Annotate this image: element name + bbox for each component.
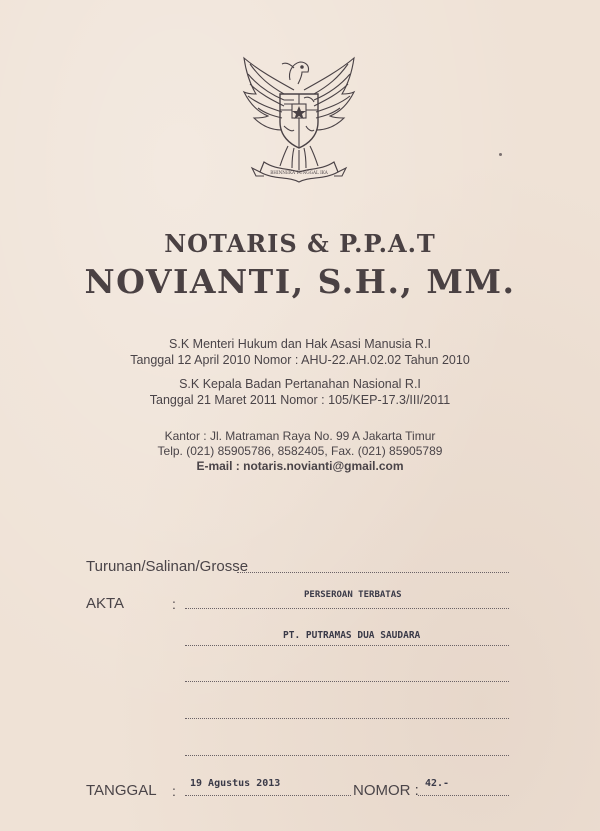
- akta-label: AKTA: [86, 595, 125, 612]
- notary-name: NOVIANTI, S.H., MM.: [84, 262, 516, 301]
- sk-bpn-line2: Tanggal 21 Maret 2011 Nomor : 105/KEP-17.3/III/2011: [149, 393, 451, 407]
- garuda-emblem-icon: [236, 50, 362, 185]
- tanggal-value: 19 Agustus 2013: [190, 778, 281, 789]
- office-address: Kantor : Jl. Matraman Raya No. 99 A Jakarta Timur: [164, 429, 436, 443]
- sk-ministry-line2: Tanggal 12 April 2010 Nomor : AHU-22.AH.02.02 Tahun 2010: [130, 353, 470, 367]
- tanggal-label: TANGGAL: [86, 782, 157, 799]
- akta-line-1: [185, 608, 509, 609]
- akta-value-line2: PT. PUTRAMAS DUA SAUDARA: [283, 630, 421, 641]
- sk-bpn-line1: S.K Kepala Badan Pertanahan Nasional R.I: [179, 377, 421, 391]
- copy-type-line: [237, 572, 509, 573]
- nomor-line: [418, 795, 509, 796]
- akta-line-3: [185, 681, 509, 682]
- nomor-value: 42.-: [425, 778, 450, 789]
- akta-line-5: [185, 755, 509, 756]
- office-phone: Telp. (021) 85905786, 8582405, Fax. (021) 85905789: [157, 444, 443, 458]
- office-email: E-mail : notaris.novianti@gmail.com: [196, 459, 404, 473]
- tanggal-line: [185, 795, 351, 796]
- nomor-label: NOMOR :: [353, 782, 419, 799]
- emblem-motto: BHINNEKA TUNGGAL IKA: [270, 170, 328, 175]
- copy-type-label: Turunan/Salinan/Grosse: [86, 558, 249, 575]
- paper-speck: [499, 153, 502, 156]
- akta-line-2: [185, 645, 509, 646]
- sk-ministry-line1: S.K Menteri Hukum dan Hak Asasi Manusia R.I: [169, 337, 431, 351]
- tanggal-colon: :: [172, 783, 176, 799]
- akta-value-line1: PERSEROAN TERBATAS: [304, 590, 402, 600]
- notary-title: NOTARIS & P.P.A.T: [164, 229, 436, 258]
- akta-line-4: [185, 718, 509, 719]
- akta-colon: :: [172, 596, 176, 612]
